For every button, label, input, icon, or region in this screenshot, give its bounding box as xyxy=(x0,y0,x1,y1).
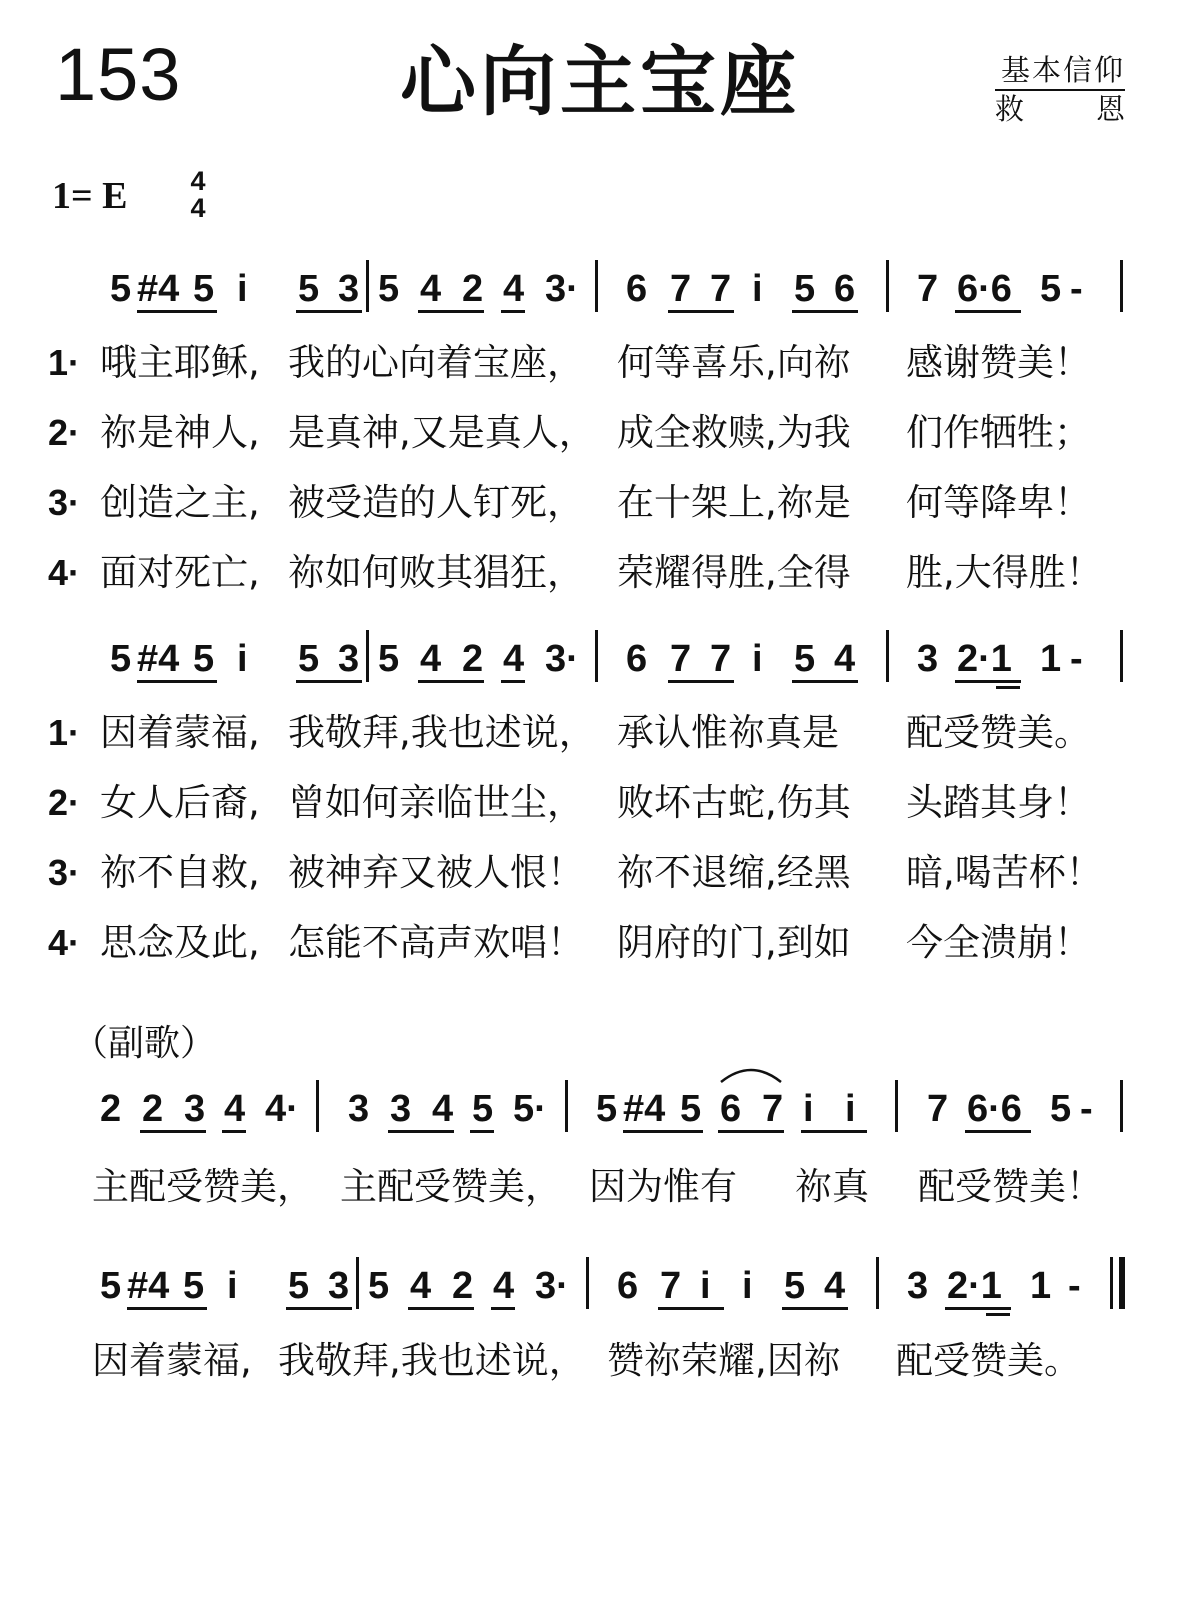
beam-underline xyxy=(965,1130,1031,1133)
note: - xyxy=(1068,1265,1081,1307)
note: 5 xyxy=(794,638,816,680)
note: 7 xyxy=(917,268,939,310)
note: 5 xyxy=(100,1265,122,1307)
beam-underline xyxy=(668,310,734,313)
lyric-segment: 主配受赞美， xyxy=(340,1165,562,1208)
beam-underline xyxy=(491,1307,515,1310)
lyric-segment: 何等降卑！ xyxy=(906,481,1091,524)
lyric-segment: 承认惟祢真是 xyxy=(617,711,839,754)
beam-underline xyxy=(986,1313,1010,1316)
bar-line xyxy=(356,1257,359,1309)
note: 3· xyxy=(545,638,579,680)
beam-underline xyxy=(137,310,217,313)
bar-line xyxy=(886,260,889,312)
note: 5 xyxy=(110,638,132,680)
note: i xyxy=(227,1265,238,1307)
note: 6 xyxy=(626,638,648,680)
note: i xyxy=(752,268,763,310)
time-signature-top: 4 xyxy=(190,166,206,196)
lyric-segment: 们作牺牲； xyxy=(906,411,1091,454)
lyric-segment: 主配受赞美， xyxy=(92,1165,314,1208)
note: 5· xyxy=(513,1088,547,1130)
verse-number: 2· xyxy=(48,782,81,823)
note: i xyxy=(237,638,248,680)
beam-underline xyxy=(296,680,362,683)
note: #4 xyxy=(137,638,180,680)
lyric-segment: 胜,大得胜！ xyxy=(906,551,1103,594)
note: i xyxy=(845,1088,856,1130)
time-signature xyxy=(187,168,209,222)
lyric-segment: 配受赞美。 xyxy=(906,711,1091,754)
note: 6 xyxy=(834,268,856,310)
note: 7 xyxy=(710,638,732,680)
note: 7 xyxy=(670,638,692,680)
note: 5 xyxy=(596,1088,618,1130)
bar-line xyxy=(886,630,889,682)
lyric-segment: 配受赞美！ xyxy=(918,1165,1103,1208)
bar-line xyxy=(1110,1257,1113,1309)
note: - xyxy=(1070,638,1083,680)
note: 4 xyxy=(420,638,442,680)
notation-row-1 xyxy=(0,266,1200,312)
hymn-title: 心向主宝座 xyxy=(400,37,800,126)
note: 2 xyxy=(452,1265,474,1307)
note: 5 xyxy=(183,1265,205,1307)
lyric-line-v1a xyxy=(0,338,1200,388)
bar-line xyxy=(366,630,369,682)
note: 2·1 xyxy=(957,638,1012,680)
note: 2 xyxy=(142,1088,164,1130)
lyric-line-v3a xyxy=(0,478,1200,528)
beam-underline xyxy=(996,686,1020,689)
notation-row-3 xyxy=(0,1086,1200,1132)
beam-underline xyxy=(658,1307,724,1310)
beam-underline xyxy=(792,310,858,313)
lyric-segment: 我敬拜,我也述说， xyxy=(288,711,596,754)
lyric-segment: 被受造的人钉死， xyxy=(288,481,584,524)
verse-number: 3· xyxy=(48,482,81,523)
bar-line xyxy=(565,1080,568,1132)
lyric-segment: 祢真 xyxy=(795,1165,869,1208)
note: - xyxy=(1070,268,1083,310)
verse-number: 1· xyxy=(48,712,81,753)
lyric-segment: 祢不退缩,经黑 xyxy=(617,851,851,894)
note: 6 xyxy=(617,1265,639,1307)
note: 6·6 xyxy=(957,268,1012,310)
lyric-line-v1b xyxy=(0,708,1200,758)
note: 4 xyxy=(824,1265,846,1307)
lyric-segment: 因着蒙福, xyxy=(100,711,260,754)
lyric-segment: 曾如何亲临世尘， xyxy=(288,781,584,824)
beam-underline xyxy=(782,1307,848,1310)
lyric-line-v2b xyxy=(0,778,1200,828)
lyric-segment: 今全溃崩！ xyxy=(906,921,1091,964)
bar-line xyxy=(1120,630,1123,682)
lyric-segment: 何等喜乐,向祢 xyxy=(617,341,851,384)
beam-underline xyxy=(501,680,525,683)
note: 5 xyxy=(784,1265,806,1307)
note: 3 xyxy=(338,268,360,310)
beam-underline xyxy=(127,1307,207,1310)
beam-underline xyxy=(388,1130,454,1133)
note: 2 xyxy=(462,268,484,310)
time-signature-bottom: 4 xyxy=(190,193,206,223)
lyric-line-chorus-2 xyxy=(0,1336,1200,1386)
beam-underline xyxy=(140,1130,206,1133)
bar-line xyxy=(316,1080,319,1132)
lyric-segment: 祢不自救, xyxy=(100,851,260,894)
lyric-segment: 怎能不高声欢唱！ xyxy=(288,921,584,964)
lyric-segment: 头踏其身！ xyxy=(906,781,1091,824)
note: 5 xyxy=(193,268,215,310)
lyric-segment: 祢如何败其猖狂， xyxy=(288,551,584,594)
bar-line xyxy=(595,260,598,312)
note: 3 xyxy=(917,638,939,680)
note: 4 xyxy=(224,1088,246,1130)
lyric-segment: 面对死亡, xyxy=(100,551,260,594)
lyric-segment: 哦主耶稣, xyxy=(100,341,260,384)
note: 6 xyxy=(626,268,648,310)
beam-underline xyxy=(945,1307,1011,1310)
bar-line xyxy=(1120,260,1123,312)
note: 4 xyxy=(410,1265,432,1307)
beam-underline xyxy=(501,310,525,313)
lyric-segment: 创造之主, xyxy=(100,481,260,524)
note: 3 xyxy=(907,1265,929,1307)
verse-number: 1· xyxy=(48,342,81,383)
note: 4 xyxy=(503,268,525,310)
bar-line xyxy=(876,1257,879,1309)
key-signature: 1= E xyxy=(52,175,128,217)
slur-tie xyxy=(718,1064,784,1084)
lyric-line-chorus-1 xyxy=(0,1162,1200,1212)
lyric-segment: 赞祢荣耀,因祢 xyxy=(607,1339,841,1382)
beam-underline xyxy=(408,1307,474,1310)
note: 5 xyxy=(378,638,400,680)
verse-number: 4· xyxy=(48,552,81,593)
note: 5 xyxy=(794,268,816,310)
lyric-line-v4a xyxy=(0,548,1200,598)
note: 3 xyxy=(338,638,360,680)
bar-line xyxy=(895,1080,898,1132)
lyric-segment: 祢是神人, xyxy=(100,411,260,454)
category-line-2-left: 救 xyxy=(995,92,1025,126)
bar-line xyxy=(586,1257,589,1309)
note: #4 xyxy=(623,1088,666,1130)
note: 3· xyxy=(535,1265,569,1307)
bar-line xyxy=(595,630,598,682)
category-line-1: 基本信仰 xyxy=(995,52,1125,91)
lyric-line-v3b xyxy=(0,848,1200,898)
beam-underline xyxy=(470,1130,494,1133)
note: 2 xyxy=(462,638,484,680)
beam-underline xyxy=(418,310,484,313)
note: 2·1 xyxy=(947,1265,1002,1307)
note: 7 xyxy=(660,1265,682,1307)
note: i xyxy=(803,1088,814,1130)
lyric-line-v4b xyxy=(0,918,1200,968)
bar-line xyxy=(1120,1080,1123,1132)
note: 2 xyxy=(100,1088,122,1130)
note: 7 xyxy=(762,1088,784,1130)
beam-underline xyxy=(955,310,1021,313)
note: 5 xyxy=(680,1088,702,1130)
note: i xyxy=(700,1265,711,1307)
note: 4 xyxy=(432,1088,454,1130)
note: 5 xyxy=(1040,268,1062,310)
category-line-2-right: 恩 xyxy=(1095,92,1125,126)
lyric-segment: 阴府的门,到如 xyxy=(617,921,851,964)
note: 3 xyxy=(184,1088,206,1130)
verse-number: 4· xyxy=(48,922,81,963)
bar-line xyxy=(366,260,369,312)
note: i xyxy=(237,268,248,310)
note: 5 xyxy=(298,268,320,310)
note: 4 xyxy=(503,638,525,680)
lyric-segment: 思念及此, xyxy=(100,921,260,964)
lyric-segment: 因着蒙福, xyxy=(92,1339,252,1382)
lyric-segment: 被神弃又被人恨！ xyxy=(288,851,584,894)
category-line-2 xyxy=(995,91,1125,127)
note: #4 xyxy=(137,268,180,310)
note: 3 xyxy=(328,1265,350,1307)
note: 7 xyxy=(710,268,732,310)
note: i xyxy=(742,1265,753,1307)
lyric-segment: 因为惟有 xyxy=(589,1165,737,1208)
lyric-segment: 我的心向着宝座， xyxy=(288,341,584,384)
note: 3 xyxy=(348,1088,370,1130)
note: 1 xyxy=(1040,638,1062,680)
lyric-segment: 成全救赎,为我 xyxy=(617,411,851,454)
lyric-segment: 我敬拜,我也述说， xyxy=(278,1339,586,1382)
lyric-segment: 是真神,又是真人， xyxy=(288,411,596,454)
lyric-segment: 荣耀得胜,全得 xyxy=(617,551,851,594)
note: i xyxy=(752,638,763,680)
verse-number: 2· xyxy=(48,412,81,453)
end-bar-line xyxy=(1119,1257,1125,1309)
beam-underline xyxy=(623,1130,703,1133)
note: #4 xyxy=(127,1265,170,1307)
note: 3 xyxy=(390,1088,412,1130)
beam-underline xyxy=(137,680,217,683)
lyric-segment: 女人后裔, xyxy=(100,781,260,824)
beam-underline xyxy=(222,1130,246,1133)
beam-underline xyxy=(792,680,858,683)
note: 5 xyxy=(368,1265,390,1307)
note: 3· xyxy=(545,268,579,310)
note: - xyxy=(1080,1088,1093,1130)
note: 5 xyxy=(298,638,320,680)
note: 1 xyxy=(1030,1265,1052,1307)
lyric-segment: 配受赞美。 xyxy=(896,1339,1081,1382)
lyric-segment: 败坏古蛇,伤其 xyxy=(617,781,851,824)
beam-underline xyxy=(955,680,1021,683)
note: 4 xyxy=(493,1265,515,1307)
lyric-line-v2a xyxy=(0,408,1200,458)
beam-underline xyxy=(296,310,362,313)
note: 5 xyxy=(378,268,400,310)
beam-underline xyxy=(668,680,734,683)
note: 4 xyxy=(420,268,442,310)
note: 5 xyxy=(110,268,132,310)
note: 7 xyxy=(670,268,692,310)
lyric-segment: 在十架上,祢是 xyxy=(617,481,851,524)
note: 6·6 xyxy=(967,1088,1022,1130)
note: 5 xyxy=(193,638,215,680)
note: 5 xyxy=(1050,1088,1072,1130)
note: 5 xyxy=(472,1088,494,1130)
verse-number: 3· xyxy=(48,852,81,893)
chorus-label: （副歌） xyxy=(72,1023,217,1064)
note: 6 xyxy=(720,1088,742,1130)
note: 7 xyxy=(927,1088,949,1130)
note: 5 xyxy=(288,1265,310,1307)
beam-underline xyxy=(801,1130,867,1133)
notation-row-2 xyxy=(0,636,1200,682)
beam-underline xyxy=(418,680,484,683)
note: 4 xyxy=(834,638,856,680)
hymn-number: 153 xyxy=(55,33,182,116)
category-label xyxy=(995,52,1125,127)
lyric-segment: 暗,喝苦杯！ xyxy=(906,851,1103,894)
notation-row-4 xyxy=(0,1263,1200,1309)
note: 4· xyxy=(265,1088,299,1130)
beam-underline xyxy=(286,1307,352,1310)
beam-underline xyxy=(718,1130,784,1133)
lyric-segment: 感谢赞美！ xyxy=(906,341,1091,384)
